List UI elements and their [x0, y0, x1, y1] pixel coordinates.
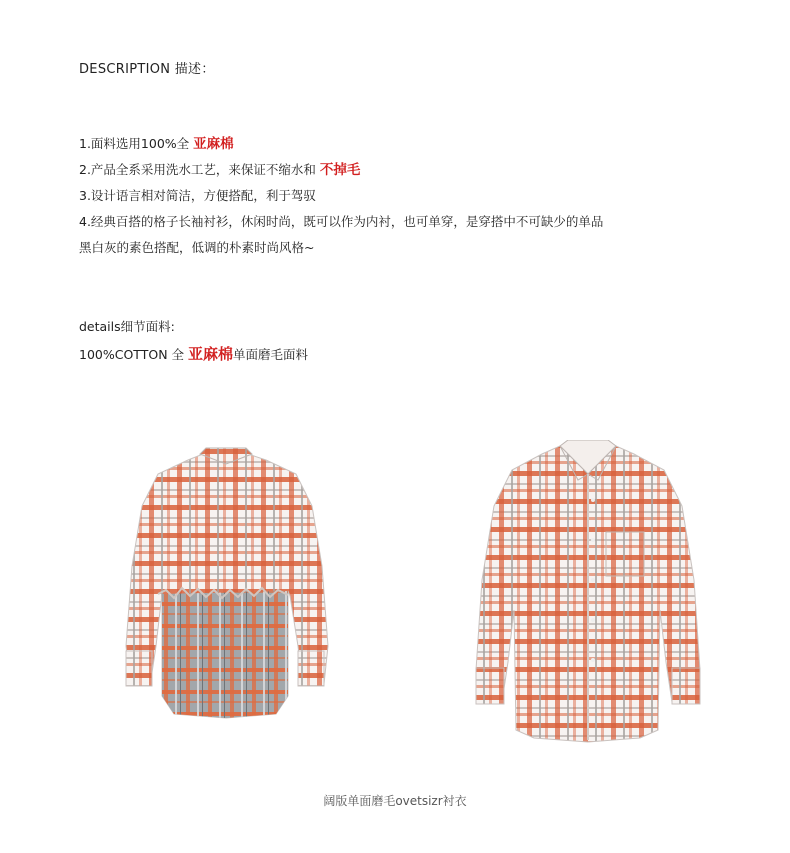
- shirt-front-image: [468, 440, 708, 746]
- item-text: 4.经典百搭的格子长袖衬衫，休闲时尚，既可以作为内衬，也可单穿，是穿搭中不可缺少的单品: [79, 214, 604, 229]
- description-item: [79, 160, 603, 186]
- shirt-back-image: [118, 446, 333, 731]
- description-list: [79, 134, 603, 264]
- description-item: [79, 186, 603, 212]
- details-line: [79, 343, 308, 364]
- description-item: [79, 212, 603, 238]
- description-item: [79, 134, 603, 160]
- description-item: [79, 238, 603, 264]
- item-highlight: 不掉毛: [319, 162, 361, 178]
- description-title: DESCRIPTION 描述：: [79, 62, 215, 77]
- item-text: 2.产品全系采用洗水工艺，来保证不缩水和: [79, 162, 320, 177]
- details-highlight: 亚麻棉: [188, 345, 234, 363]
- item-highlight: 亚麻棉: [193, 136, 234, 152]
- details-title: details细节面料:: [79, 319, 175, 334]
- image-caption: 阔版单面磨毛ovetsizr衬衣: [323, 794, 467, 808]
- item-text: 黑白灰的素色搭配，低调的朴素时尚风格~: [79, 240, 315, 255]
- item-text: 3.设计语言相对简洁，方便搭配，利于驾驭: [79, 188, 316, 203]
- details-text: 100%COTTON 全: [79, 347, 188, 362]
- details-suffix: 单面磨毛面料: [233, 347, 309, 362]
- item-text: 1.面料选用100%全: [79, 136, 194, 151]
